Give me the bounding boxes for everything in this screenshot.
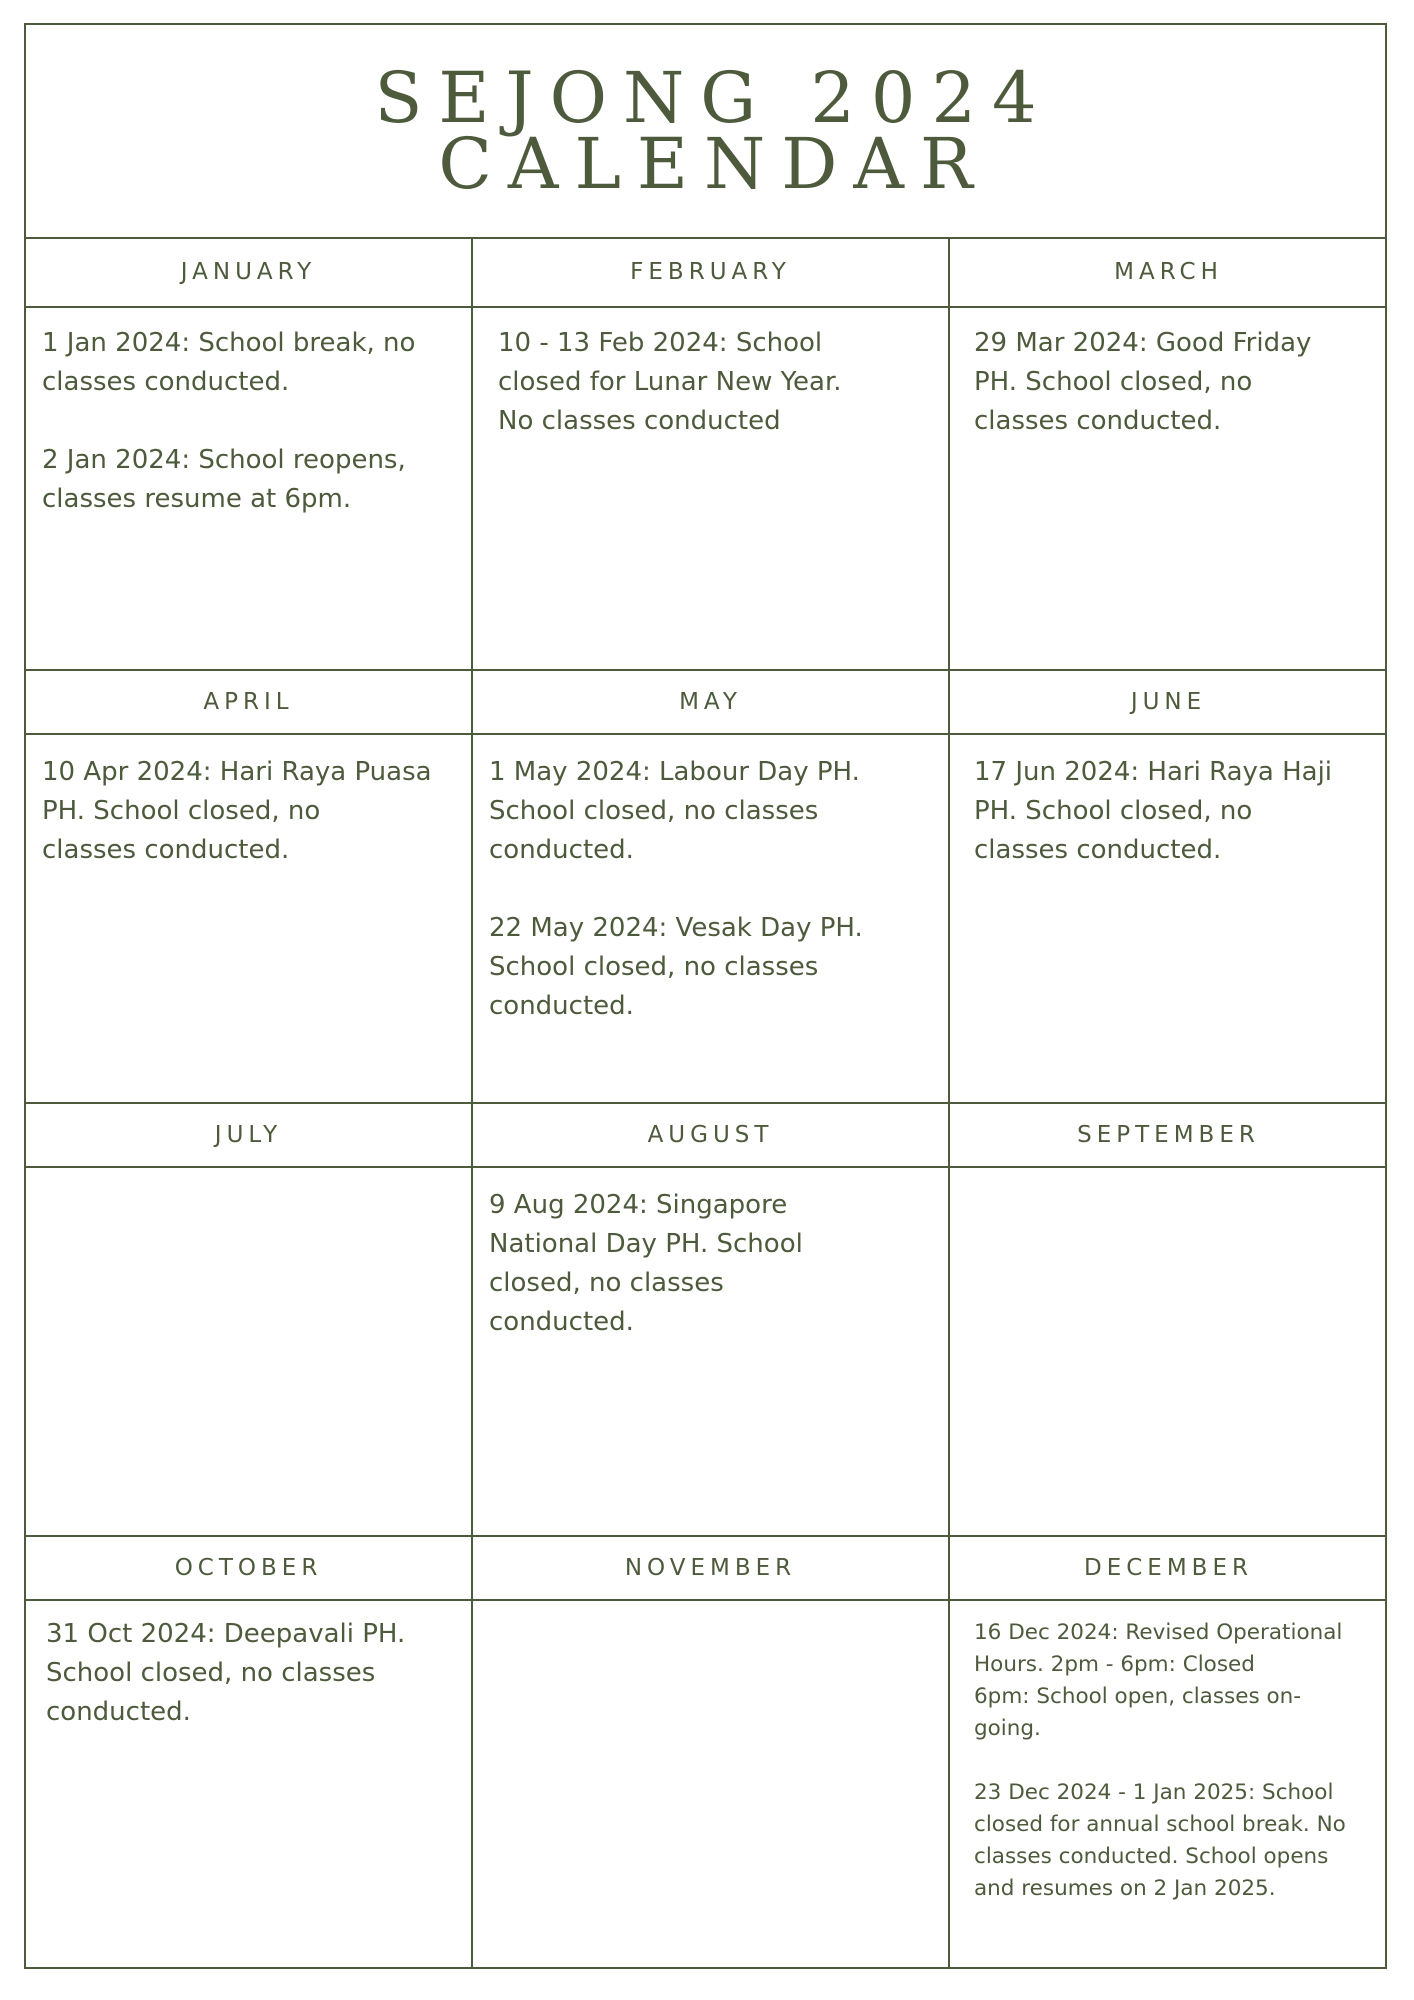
month-header-july: JULY [214,1122,283,1148]
page-title-line-1: SEJONG 2024 [374,57,1053,139]
month-header-may: MAY [679,689,742,715]
month-notes-march: 29 Mar 2024: Good Friday PH. School closed, no classes conducted. [974,328,1312,436]
month-notes-february: 10 - 13 Feb 2024: School closed for Lunar New Year. No classes conducted [498,328,842,436]
grid-divider [26,1599,1385,1601]
grid-divider [26,306,1385,308]
month-header-october: OCTOBER [174,1555,323,1581]
grid-divider [26,1166,1385,1168]
month-notes-january: 1 Jan 2024: School break, no classes conducted. 2 Jan 2024: School reopens, classes resume at 6pm. [42,328,416,514]
calendar-frame [24,23,1387,1969]
month-notes-october: 31 Oct 2024: Deepavali PH. School closed, no classes conducted. [46,1619,406,1727]
month-header-august: AUGUST [647,1122,774,1148]
month-header-april: APRIL [203,689,294,715]
page-title-line-2: CALENDAR [438,123,989,205]
month-notes-april: 10 Apr 2024: Hari Raya Puasa PH. School closed, no classes conducted. [42,757,432,865]
month-header-march: MARCH [1114,258,1223,285]
month-notes-may: 1 May 2024: Labour Day PH. School closed, no classes conducted. 22 May 2024: Vesak Day PH. School closed, no classes conducted. [489,757,863,1021]
month-grid [26,237,1385,1967]
month-header-november: NOVEMBER [624,1555,797,1581]
grid-divider [26,733,1385,735]
month-header-january: JANUARY [180,258,317,285]
month-notes-june: 17 Jun 2024: Hari Raya Haji PH. School closed, no classes conducted. [974,757,1333,865]
month-header-february: FEBRUARY [630,258,791,285]
month-notes-august: 9 Aug 2024: Singapore National Day PH. School closed, no classes conducted. [489,1190,803,1337]
month-header-december: DECEMBER [1084,1555,1253,1581]
month-header-september: SEPTEMBER [1077,1122,1260,1148]
title-block [26,25,1385,239]
month-header-june: JUNE [1130,689,1207,715]
month-notes-december: 16 Dec 2024: Revised Operational Hours. 2pm - 6pm: Closed 6pm: School open, classes on- going. 23 Dec 2024 - 1 Jan 2025: School closed for annual school break. No classes conducted. School opens and resumes on 2 Jan 2025. [974,1620,1346,1901]
